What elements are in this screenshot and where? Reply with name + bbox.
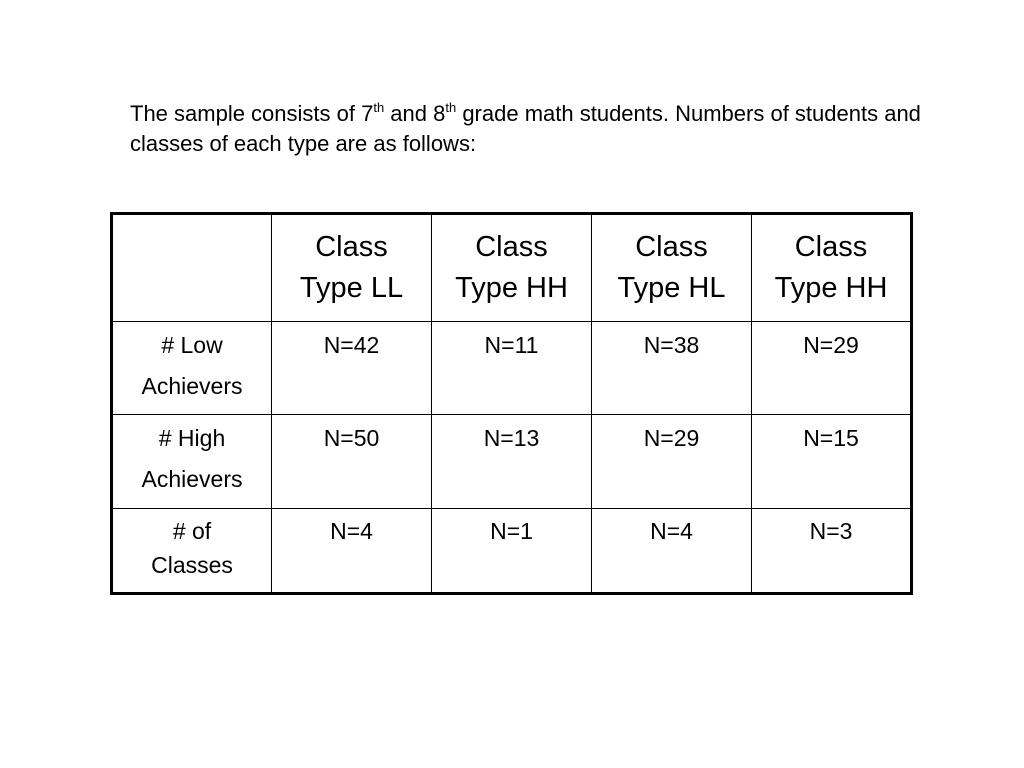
column-header bbox=[592, 214, 752, 322]
row-label-line1: # High bbox=[158, 425, 226, 451]
row-label-line2: Achievers bbox=[141, 466, 243, 492]
column-header-line1: Class bbox=[635, 231, 708, 263]
table-cell: N=29 bbox=[752, 322, 912, 415]
column-header bbox=[752, 214, 912, 322]
column-header-line1: Class bbox=[315, 231, 388, 263]
table-cell: N=13 bbox=[432, 415, 592, 509]
table-cell: N=50 bbox=[272, 415, 432, 509]
column-header-line1: Class bbox=[475, 231, 548, 263]
column-header bbox=[272, 214, 432, 322]
table-cell: N=38 bbox=[592, 322, 752, 415]
table-cell: N=3 bbox=[752, 509, 912, 594]
table-corner-cell bbox=[112, 214, 272, 322]
table-cell: N=4 bbox=[592, 509, 752, 594]
row-label bbox=[112, 415, 272, 509]
table-header-row bbox=[112, 214, 912, 322]
column-header-line1: Class bbox=[794, 231, 868, 263]
intro-text-part3: grade math students. Numbers of students and classes of each type are as follows: bbox=[130, 101, 921, 156]
row-label-line2: Achievers bbox=[141, 373, 243, 399]
table-row bbox=[112, 415, 912, 509]
intro-paragraph bbox=[130, 99, 930, 159]
table-cell: N=15 bbox=[752, 415, 912, 509]
column-header-line2: Type HH bbox=[455, 272, 568, 304]
table-row bbox=[112, 509, 912, 594]
row-label bbox=[112, 322, 272, 415]
column-header-line2: Type HL bbox=[617, 272, 726, 304]
table-cell: N=29 bbox=[592, 415, 752, 509]
intro-text-part1: The sample consists of 7 bbox=[130, 101, 374, 126]
table-cell: N=42 bbox=[272, 322, 432, 415]
column-header-line2: Type HH bbox=[774, 272, 888, 304]
table-row bbox=[112, 322, 912, 415]
intro-superscript-2: th bbox=[445, 99, 457, 115]
row-label bbox=[112, 509, 272, 594]
row-label-line1: # Low bbox=[161, 332, 223, 358]
row-label-line1: # of bbox=[172, 518, 212, 544]
column-header-line2: Type LL bbox=[299, 272, 404, 304]
row-label-line2: Classes bbox=[151, 552, 233, 578]
intro-superscript-1: th bbox=[373, 99, 385, 115]
table-cell: N=11 bbox=[432, 322, 592, 415]
class-type-table bbox=[110, 212, 913, 595]
table-cell: N=1 bbox=[432, 509, 592, 594]
column-header bbox=[432, 214, 592, 322]
table-cell: N=4 bbox=[272, 509, 432, 594]
intro-text-part2: and 8 bbox=[384, 101, 446, 126]
